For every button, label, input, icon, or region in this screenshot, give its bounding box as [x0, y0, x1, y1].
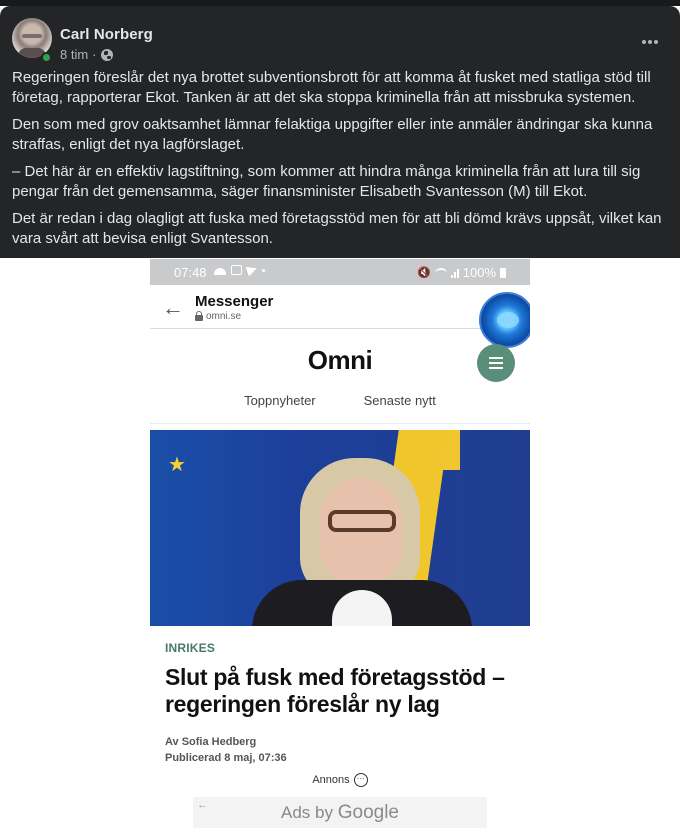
browser-url: [195, 311, 241, 322]
post-paragraph: Regeringen föreslår det nya brottet subventionsbrott för att komma åt fusket med statliga stöd till företag, rapporterar Ekot. Tanken är att det ska stoppa kriminella från att missbruka systemen.: [12, 69, 651, 106]
tab-toppnyheter[interactable]: Toppnyheter: [244, 393, 316, 408]
article-category[interactable]: INRIKES: [165, 641, 216, 655]
more-dot-icon: [648, 40, 652, 44]
online-status-icon: [41, 52, 52, 63]
globe-icon[interactable]: [101, 49, 113, 61]
eu-star-icon: ★: [168, 454, 186, 476]
lock-icon: [195, 315, 203, 321]
meta-separator: ·: [92, 47, 97, 62]
url-text: omni.se: [206, 311, 242, 322]
attached-screenshot[interactable]: [150, 259, 530, 828]
menu-line-icon: [489, 362, 503, 364]
post-body: [12, 68, 672, 256]
ads-by-text: Ads by: [281, 803, 333, 822]
status-right-icons: [417, 265, 506, 280]
status-left-icons: [214, 265, 265, 275]
mute-icon: 🔇: [417, 267, 431, 279]
person-face: [320, 478, 402, 586]
cloud-icon: [214, 268, 226, 275]
battery-percent: 100%: [462, 265, 496, 280]
person-glasses: [328, 510, 396, 532]
brain-chat-head-icon[interactable]: [479, 292, 530, 348]
battery-icon: [500, 268, 506, 278]
ads-by-google: [193, 802, 487, 824]
omni-logo[interactable]: Omni: [307, 345, 373, 375]
hamburger-menu-button[interactable]: [477, 344, 515, 382]
phone-status-bar: [150, 259, 530, 285]
notification-dot-icon: [262, 269, 265, 272]
post-paragraph: Den som med grov oaktsamhet lämnar felaktiga uppgifter eller inte anmäler ändringar ska kunna straffas, enligt det nya lagförslaget.: [12, 116, 653, 153]
post-meta: [60, 47, 113, 62]
nav-divider: [150, 423, 530, 424]
signal-icon: [451, 268, 459, 278]
menu-line-icon: [489, 367, 503, 369]
status-time: 07:48: [174, 265, 207, 280]
site-nav-tabs: [150, 393, 530, 408]
google-wordmark: Google: [337, 802, 399, 823]
article-byline: [165, 734, 287, 766]
facebook-post: [0, 6, 680, 258]
post-paragraph: Det är redan i dag olagligt att fuska med företagsstöd men för att bli dömd krävs uppsåt, vilket kan vara svårt att bevisa enligt Svantesson.: [12, 210, 662, 247]
ad-back-icon[interactable]: ←: [197, 799, 208, 811]
wifi-icon: [435, 268, 447, 278]
article-headline: Slut på fusk med företagsstöd – regeringen föreslår ny lag: [165, 664, 505, 717]
ad-label: [150, 773, 530, 787]
avatar-glasses: [22, 34, 42, 38]
more-dot-icon: [642, 40, 646, 44]
google-ad-box[interactable]: [193, 797, 487, 828]
more-dot-icon: [654, 40, 658, 44]
telegram-icon: [246, 264, 259, 277]
article-author: Av Sofia Hedberg: [165, 736, 257, 748]
tab-senaste-nytt[interactable]: Senaste nytt: [363, 393, 436, 408]
post-paragraph: – Det här är en effektiv lagstiftning, som kommer att hindra många kriminella från att lura till sig pengar från det gemensamma, säger finansminister Elisabeth Svantesson (M) till Ekot.: [12, 163, 641, 200]
browser-title: Messenger: [195, 293, 274, 310]
in-app-browser-bar: [150, 285, 530, 329]
ad-options-icon[interactable]: ···: [354, 773, 368, 787]
article-hero-image: [150, 430, 530, 626]
back-arrow-icon[interactable]: ←: [162, 295, 184, 320]
menu-line-icon: [489, 357, 503, 359]
post-time[interactable]: 8 tim: [60, 47, 89, 62]
author-name[interactable]: Carl Norberg: [60, 26, 153, 43]
image-icon: [231, 265, 242, 275]
article-published: Publicerad 8 maj, 07:36: [165, 752, 287, 764]
more-options-button[interactable]: [636, 32, 664, 52]
ad-label-text: Annons: [312, 774, 350, 786]
